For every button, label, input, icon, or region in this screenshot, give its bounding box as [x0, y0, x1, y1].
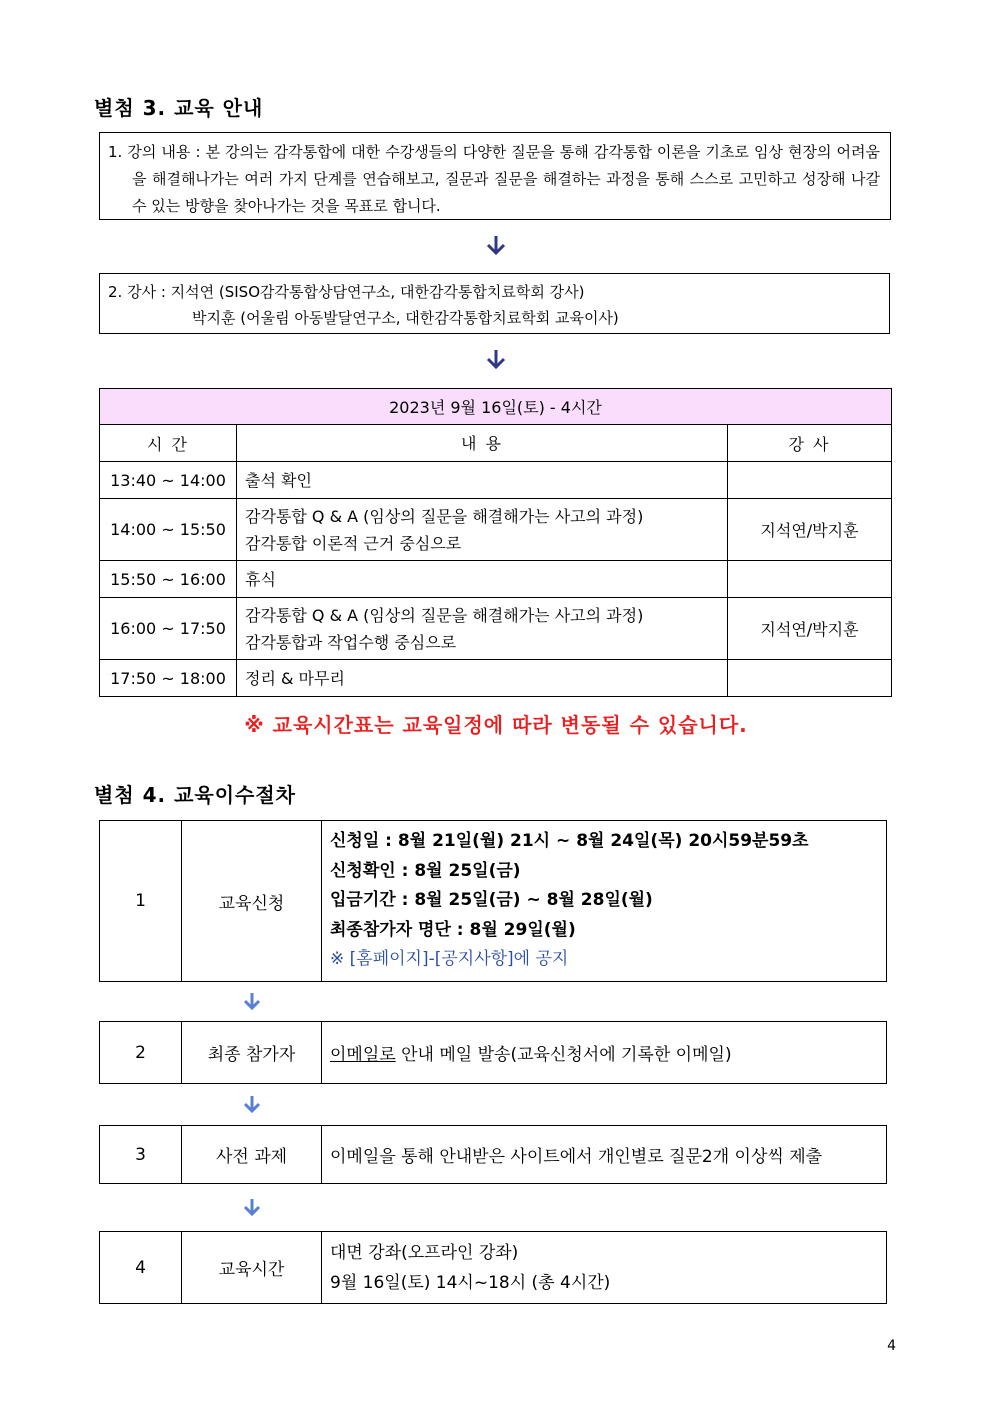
step-name: 교육신청: [182, 821, 322, 982]
row-content-line: 감각통합 Q & A (임상의 질문을 해결해가는 사고의 과정): [245, 506, 644, 526]
email-underlined: 이메일로: [330, 1045, 396, 1065]
instructor-line-1: 2. 강사 : 지석연 (SISO감각통합상담연구소, 대한감각통합치료학회 강사): [108, 283, 585, 301]
step-detail: [322, 1022, 887, 1084]
arrow-down-icon: [485, 234, 507, 256]
arrow-down-icon: [242, 1197, 262, 1217]
step-number: 3: [100, 1126, 182, 1184]
step-table-2: [99, 1021, 887, 1084]
row-instructor: [728, 561, 892, 598]
page-number: 4: [887, 1338, 896, 1354]
row-instructor: [728, 660, 892, 697]
step-table-4: [99, 1231, 887, 1304]
row-instructor: 지석연/박지훈: [728, 499, 892, 561]
arrow-down-icon: [485, 348, 507, 370]
header-content: 내 용: [237, 425, 728, 462]
detail-line: 9월 16일(토) 14시~18시 (총 4시간): [330, 1272, 611, 1293]
instructor-box: [99, 273, 890, 334]
homepage-notice: ※ [홈페이지]-[공지사항]에 공지: [330, 949, 569, 970]
table-row: [100, 598, 892, 660]
detail-line: 신청일 : 8월 21일(월) 21시 ~ 8월 24일(목) 20시59분59초: [330, 831, 809, 852]
table-row: [100, 462, 892, 499]
row-instructor: [728, 462, 892, 499]
detail-line: 입금기간 : 8월 25일(금) ~ 8월 28일(월): [330, 890, 653, 911]
detail-line: 대면 강좌(오프라인 강좌): [330, 1242, 519, 1263]
row-content: [237, 499, 728, 561]
row-content: [237, 598, 728, 660]
step-table-1: [99, 820, 887, 982]
table-row: [100, 561, 892, 598]
row-instructor: 지석연/박지훈: [728, 598, 892, 660]
schedule-notice: ※ 교육시간표는 교육일정에 따라 변동될 수 있습니다.: [244, 713, 748, 737]
row-content-line: 감각통합 이론적 근거 중심으로: [245, 533, 462, 553]
step-number: 4: [100, 1232, 182, 1304]
step-number: 1: [100, 821, 182, 982]
row-time: 14:00 ~ 15:50: [100, 499, 237, 561]
row-content: 휴식: [237, 561, 728, 598]
detail-line: 신청확인 : 8월 25일(금): [330, 860, 521, 881]
table-row: [100, 660, 892, 697]
lecture-content-box: [99, 132, 891, 220]
step-detail: [322, 821, 887, 982]
table-row: [100, 499, 892, 561]
instructor-line-2: 박지훈 (어울림 아동발달연구소, 대한감각통합치료학회 교육이사): [192, 309, 619, 327]
row-content-line: 감각통합 Q & A (임상의 질문을 해결해가는 사고의 과정): [245, 605, 644, 625]
step-table-3: [99, 1125, 887, 1184]
row-content: 출석 확인: [237, 462, 728, 499]
header-instructor: 강 사: [728, 425, 892, 462]
arrow-down-icon: [242, 1094, 262, 1114]
header-time: 시 간: [100, 425, 237, 462]
step-name: 사전 과제: [182, 1126, 322, 1184]
row-time: 16:00 ~ 17:50: [100, 598, 237, 660]
step-name: 최종 참가자: [182, 1022, 322, 1084]
step-name: 교육시간: [182, 1232, 322, 1304]
detail-line: 최종참가자 명단 : 8월 29일(월): [330, 919, 576, 940]
lecture-content-text: 1. 강의 내용 : 본 강의는 감각통합에 대한 수강생들의 다양한 질문을 통해 감각통합 이론을 기초로 임상 현장의 어려움을 해결해나가는 여러 가지 단계를 연습해보고, 질문과 질문을 해결하는 과정을 통해 스스로 고민하고 성장해 나갈 수 있는 방향을 찾아나가는 것을 목표로 합니다.: [108, 143, 880, 215]
step-detail: [322, 1232, 887, 1304]
schedule-table: [99, 388, 892, 697]
section3-title: 별첨 3. 교육 안내: [94, 96, 264, 120]
row-content: 정리 & 마무리: [237, 660, 728, 697]
step-detail: 이메일을 통해 안내받은 사이트에서 개인별로 질문2개 이상씩 제출: [322, 1126, 887, 1184]
arrow-down-icon: [242, 991, 262, 1011]
row-time: 17:50 ~ 18:00: [100, 660, 237, 697]
section4-title: 별첨 4. 교육이수절차: [94, 783, 296, 807]
row-content-line: 감각통합과 작업수행 중심으로: [245, 632, 457, 652]
step-number: 2: [100, 1022, 182, 1084]
row-time: 15:50 ~ 16:00: [100, 561, 237, 598]
email-detail: 안내 메일 발송(교육신청서에 기록한 이메일): [395, 1045, 732, 1065]
row-time: 13:40 ~ 14:00: [100, 462, 237, 499]
schedule-caption: 2023년 9월 16일(토) - 4시간: [100, 389, 892, 425]
